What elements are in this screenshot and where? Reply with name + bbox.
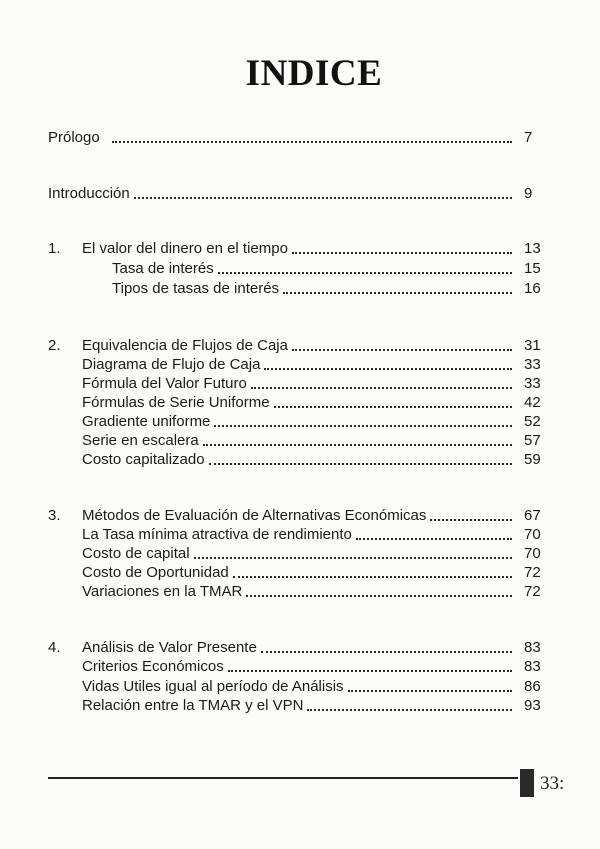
toc-entry-page: 9 [524,185,533,202]
toc-entry [48,184,518,203]
toc-entry-page: 33 [524,375,541,392]
toc-entry [82,412,518,431]
toc-entry [82,544,518,563]
toc-entry [82,506,518,525]
toc-entry [82,431,518,450]
toc-entry-label: Costo de capital [82,545,190,562]
dot-leader [307,708,512,711]
toc-entry-label: Serie en escalera [82,432,199,449]
toc-entry-page: 15 [524,260,541,277]
toc-entry [82,525,518,544]
toc-entry [82,239,518,258]
dot-leader [261,650,512,653]
toc-entry-page: 33 [524,356,541,373]
toc-entry-label: Introducción [48,185,130,202]
toc-entry-label: Tipos de tasas de interés [112,280,280,297]
toc-entry [82,336,518,355]
toc-entry-label: Diagrama de Flujo de Caja [82,356,261,373]
toc-entry-page: 72 [524,583,541,600]
toc-entry [82,393,518,412]
toc-entry-page: 42 [524,394,541,411]
dot-leader [233,575,512,578]
toc-entry [82,374,518,393]
toc-entry-label: La Tasa mínima atractiva de rendimiento [82,526,352,543]
dot-leader [214,424,512,427]
dot-leader [134,196,512,199]
toc-entry-page: 7 [524,129,533,146]
toc-entry-page: 86 [524,678,541,695]
toc-entry-label: Gradiente uniforme [82,413,211,430]
toc-entry-label: Métodos de Evaluación de Alternativas Económicas [82,507,427,524]
toc-entry-page: 52 [524,413,541,430]
dot-leader [194,556,512,559]
dot-leader [203,443,512,446]
toc-entry [82,355,518,374]
section-number: 4. [48,639,61,656]
toc-entry-page: 70 [524,526,541,543]
dot-leader [264,367,512,370]
toc-entry [82,582,518,601]
dot-leader [356,537,512,540]
toc-entry [82,638,518,657]
toc-entry-label: Equivalencia de Flujos de Caja [82,337,288,354]
dot-leader [209,462,512,465]
section-number: 3. [48,507,61,524]
toc-entry-label: Análisis de Valor Presente [82,639,257,656]
toc-entry [112,259,518,278]
dot-leader [292,348,512,351]
toc-entry-label: Vidas Utiles igual al período de Análisis [82,678,344,695]
dot-leader [292,251,512,254]
toc-entry-page: 13 [524,240,541,257]
toc-entry-label: Fórmulas de Serie Uniforme [82,394,270,411]
toc-entry-label: Tasa de interés [112,260,214,277]
toc-entry-page: 83 [524,639,541,656]
toc-entry-page: 72 [524,564,541,581]
toc-entry-label: Relación entre la TMAR y el VPN [82,697,304,714]
toc-entry [82,677,518,696]
toc-entry-label: Costo de Oportunidad [82,564,229,581]
toc-entry-page: 70 [524,545,541,562]
toc-entry-page: 83 [524,658,541,675]
toc-entry-label: El valor del dinero en el tiempo [82,240,288,257]
section-number: 2. [48,337,61,354]
dot-leader [274,405,512,408]
toc-entry-page: 67 [524,507,541,524]
toc-entry [82,563,518,582]
dot-leader [218,271,512,274]
toc-entry [82,696,518,715]
toc-entry-label: Fórmula del Valor Futuro [82,375,247,392]
footer-rule [48,777,518,779]
toc-entry [82,657,518,676]
dot-leader [430,518,512,521]
toc-entry-label: Prólogo [48,129,100,146]
page-title: INDICE [245,53,383,94]
toc-entry [82,450,518,469]
page-number: 33: [540,773,565,794]
toc-entry-label: Costo capitalizado [82,451,205,468]
toc-entry-page: 31 [524,337,541,354]
page-marker-block [520,769,534,797]
toc-entry-page: 93 [524,697,541,714]
section-number: 1. [48,240,61,257]
toc-entry-label: Criterios Económicos [82,658,224,675]
toc-entry-label: Variaciones en la TMAR [82,583,243,600]
dot-leader [348,689,512,692]
toc-entry [48,128,518,147]
toc-entry [112,279,518,298]
toc-entry-page: 16 [524,280,541,297]
dot-leader [283,291,512,294]
dot-leader [251,386,512,389]
dot-leader [246,594,512,597]
toc-entry-page: 59 [524,451,541,468]
toc-entry-page: 57 [524,432,541,449]
dot-leader [228,669,512,672]
dot-leader [112,140,512,143]
